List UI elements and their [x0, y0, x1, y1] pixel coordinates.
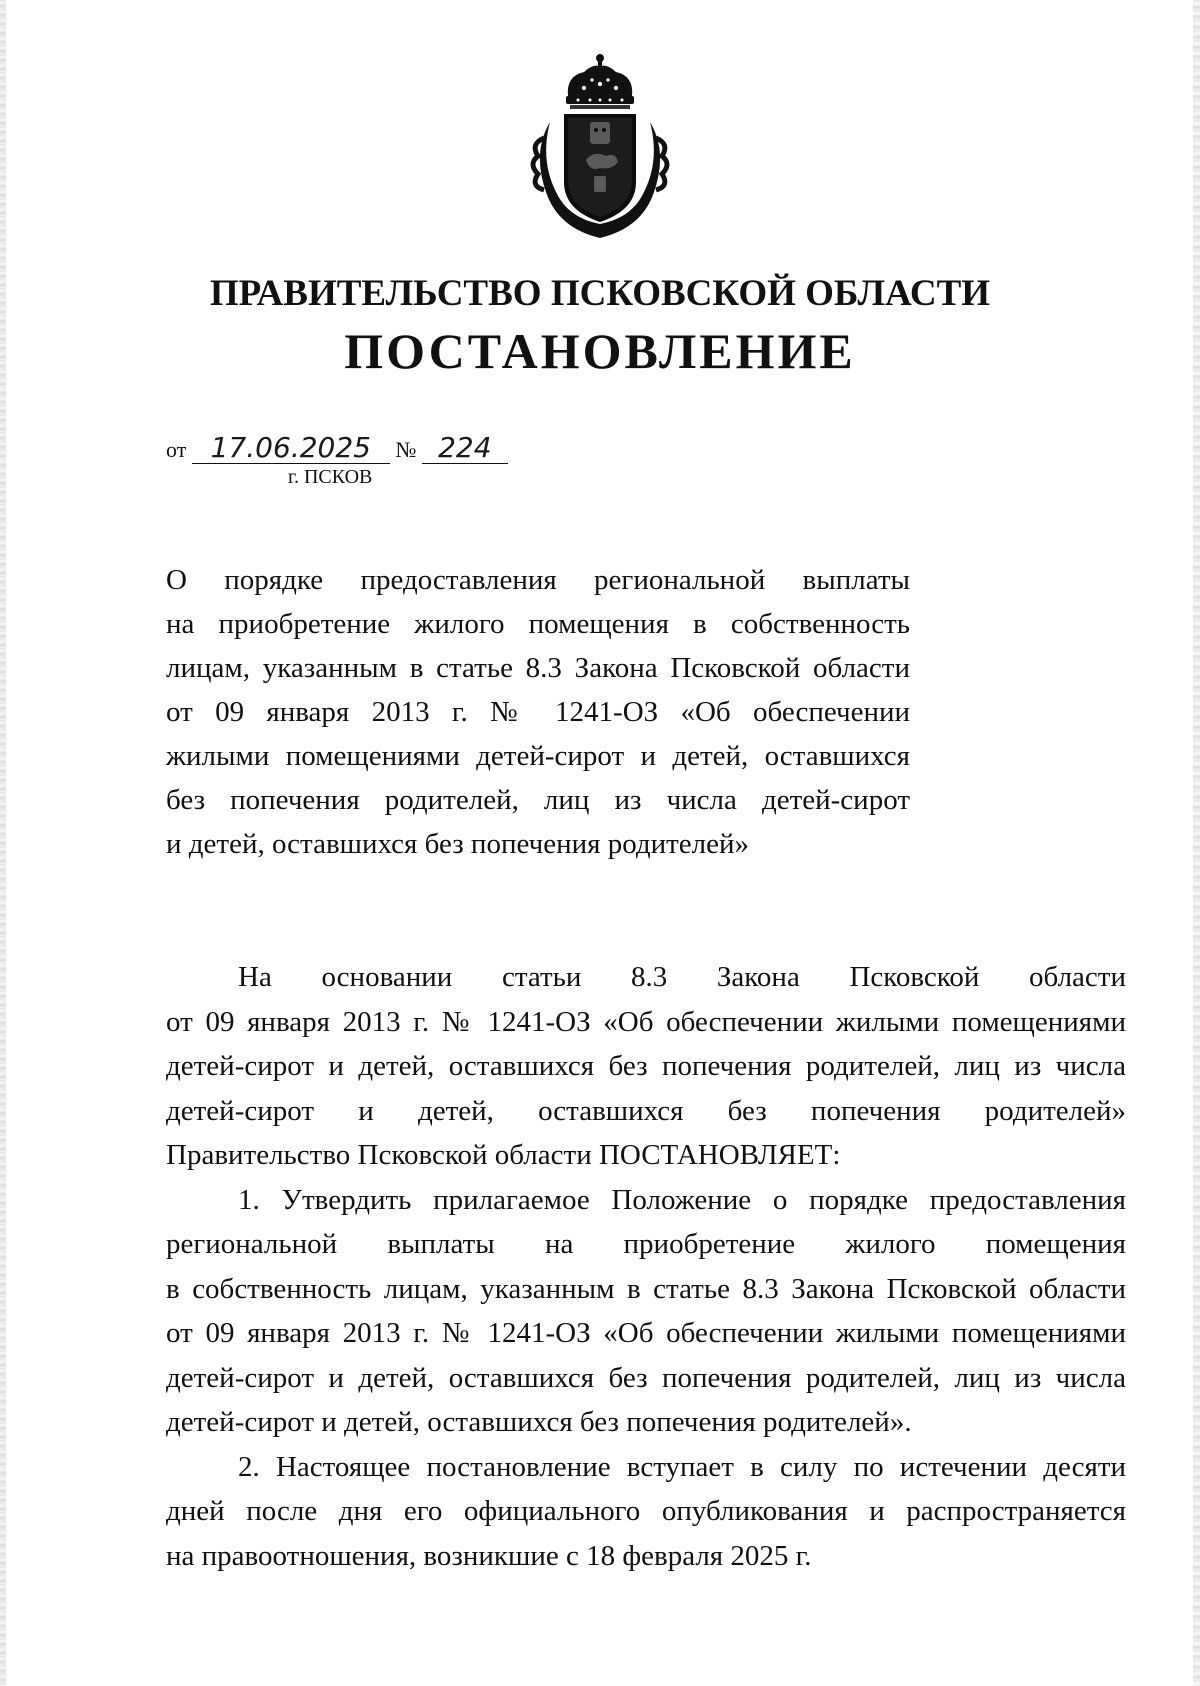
decree-subject [166, 558, 910, 866]
preamble-line: от 09 января 2013 г. № 1241-ОЗ «Об обеспечении жилыми помещениями [166, 1005, 1126, 1038]
handwritten-date: 17.06.2025 [192, 433, 390, 464]
document-dateline [166, 433, 508, 464]
pskov-coat-of-arms-icon [528, 52, 672, 242]
item-2-paragraph [166, 1445, 1126, 1579]
subject-line: и детей, оставшихся без попечения родителей» [166, 828, 750, 860]
preamble-line: детей-сирот и детей, оставшихся без попечения родителей, лиц из числа [166, 1050, 1126, 1082]
subject-line: лицам, указанным в статье 8.3 Закона Псковской области [166, 652, 910, 684]
subject-line: жилыми помещениями детей-сирот и детей, оставшихся [166, 740, 910, 772]
preamble-line: детей-сирот и детей, оставшихся без попечения родителей» [166, 1094, 1126, 1127]
handwritten-number: 224 [422, 433, 508, 464]
scan-edge-left [0, 0, 6, 1686]
item-2-line: дней после дня его официального опубликования и распространяется [166, 1495, 1126, 1527]
item-1-line: в собственность лицам, указанным в статье 8.3 Закона Псковской области [166, 1272, 1126, 1305]
subject-line: от 09 января 2013 г. № 1241-ОЗ «Об обеспечении [166, 696, 910, 728]
document-type-title: ПОСТАНОВЛЕНИЕ [344, 323, 856, 379]
item-2-line: 2. Настоящее постановление вступает в силу по истечении десяти [238, 1450, 1126, 1483]
item-1-line: детей-сирот и детей, оставшихся без попечения родителей». [166, 1406, 912, 1438]
date-prefix: от [166, 437, 187, 462]
city-label: г. ПСКОВ [288, 466, 373, 488]
item-2-line: на правоотношения, возникшие с 18 февраля 2025 г. [166, 1539, 812, 1572]
item-1-line: от 09 января 2013 г. № 1241-ОЗ «Об обеспечении жилыми помещениями [166, 1317, 1126, 1349]
subject-line: О порядке предоставления региональной выплаты [166, 564, 910, 596]
item-1-paragraph [166, 1178, 1126, 1445]
preamble-paragraph [166, 955, 1126, 1178]
subject-line: без попечения родителей, лиц из числа детей-сирот [166, 784, 910, 816]
item-1-line: детей-сирот и детей, оставшихся без попечения родителей, лиц из числа [166, 1361, 1126, 1394]
subject-line: на приобретение жилого помещения в собственность [166, 608, 910, 640]
preamble-line: На основании статьи 8.3 Закона Псковской области [238, 961, 1126, 993]
decree-body [166, 955, 1126, 1578]
scan-edge-right [1193, 0, 1200, 1686]
preamble-line: Правительство Псковской области ПОСТАНОВЛЯЕТ: [166, 1139, 841, 1171]
authority-title: ПРАВИТЕЛЬСТВО ПСКОВСКОЙ ОБЛАСТИ [209, 273, 991, 314]
item-1-line: региональной выплаты на приобретение жилого помещения [166, 1228, 1126, 1260]
item-1-line: 1. Утвердить прилагаемое Положение о порядке предоставления [238, 1183, 1126, 1216]
number-sign: № [395, 437, 417, 462]
